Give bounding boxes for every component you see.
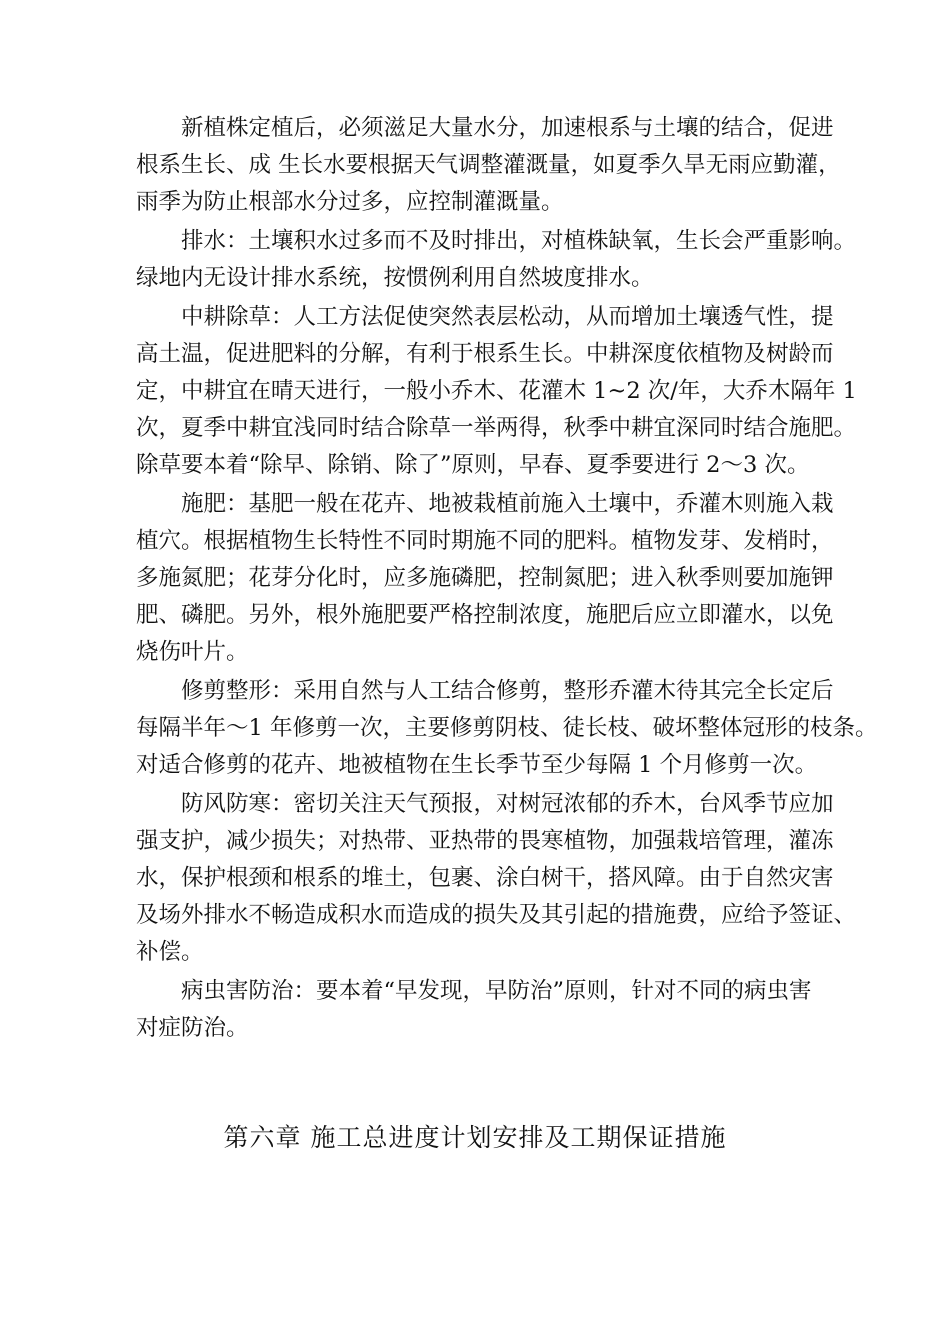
- text-line: 除草要本着“除早、除销、除了”原则，早春、夏季要进行 2～3 次。: [136, 452, 810, 478]
- paragraph-drainage: [136, 223, 857, 297]
- text-line: 排水：土壤积水过多而不及时排出，对植株缺氧，生长会严重影响。: [181, 228, 857, 254]
- text-line: 水，保护根颈和根系的堆土，包裹、涂白树干，搭风障。由于自然灾害: [136, 865, 834, 891]
- paragraph-weeding: [136, 299, 857, 484]
- paragraph-pruning: [136, 673, 878, 784]
- text-line: 每隔半年～1 年修剪一次，主要修剪阴枝、徒长枝、破坏整体冠形的枝条。: [136, 715, 878, 741]
- text-line: 及场外排水不畅造成积水而造成的损失及其引起的措施费，应给予签证、: [136, 902, 857, 928]
- text-line: 修剪整形：采用自然与人工结合修剪，整形乔灌木待其完全长定后: [181, 678, 834, 704]
- text-line: 病虫害防治：要本着“早发现，早防治”原则，针对不同的病虫害: [181, 978, 812, 1004]
- text-line: 次，夏季中耕宜浅同时结合除草一举两得，秋季中耕宜深同时结合施肥。: [136, 415, 857, 441]
- text-line: 烧伤叶片。: [136, 639, 249, 665]
- text-line: 植穴。根据植物生长特性不同时期施不同的肥料。植物发芽、发梢时，: [136, 528, 834, 554]
- text-line: 高土温，促进肥料的分解，有利于根系生长。中耕深度依植物及树龄而: [136, 341, 834, 367]
- text-line: 防风防寒：密切关注天气预报，对树冠浓郁的乔木，台风季节应加: [181, 791, 834, 817]
- text-line: 肥、磷肥。另外，根外施肥要严格控制浓度，施肥后应立即灌水，以免: [136, 602, 834, 628]
- text-line: 施肥：基肥一般在花卉、地被栽植前施入土壤中，乔灌木则施入栽: [181, 491, 834, 517]
- paragraph-fertilizing: [136, 486, 840, 671]
- chapter-heading: 第六章 施工总进度计划安排及工期保证措施: [223, 1123, 727, 1152]
- text-line: 对症防治。: [136, 1015, 249, 1041]
- body-text: [136, 110, 878, 1049]
- paragraph-watering: [136, 110, 840, 221]
- text-line: 定，中耕宜在晴天进行，一般小乔木、花灌木 1~2 次/年，大乔木隔年 1: [136, 378, 857, 404]
- text-line: 对适合修剪的花卉、地被植物在生长季节至少每隔 1 个月修剪一次。: [136, 752, 818, 778]
- text-line: 根系生长、成 生长水要根据天气调整灌溉量，如夏季久旱无雨应勤灌，: [136, 152, 841, 178]
- paragraph-pest-control: [136, 973, 840, 1047]
- text-line: 新植株定植后，必须滋足大量水分，加速根系与土壤的结合，促进: [181, 115, 834, 141]
- text-line: 补偿。: [136, 939, 204, 965]
- text-line: 绿地内无设计排水系统，按惯例利用自然坡度排水。: [136, 265, 654, 291]
- paragraph-wind-cold-protection: [136, 786, 857, 971]
- text-line: 强支护，减少损失；对热带、亚热带的畏寒植物，加强栽培管理，灌冻: [136, 828, 834, 854]
- text-line: 中耕除草：人工方法促使突然表层松动，从而增加土壤透气性，提: [181, 304, 834, 330]
- text-line: 雨季为防止根部水分过多，应控制灌溉量。: [136, 189, 564, 215]
- text-line: 多施氮肥；花芽分化时，应多施磷肥，控制氮肥；进入秋季则要加施钾: [136, 565, 834, 591]
